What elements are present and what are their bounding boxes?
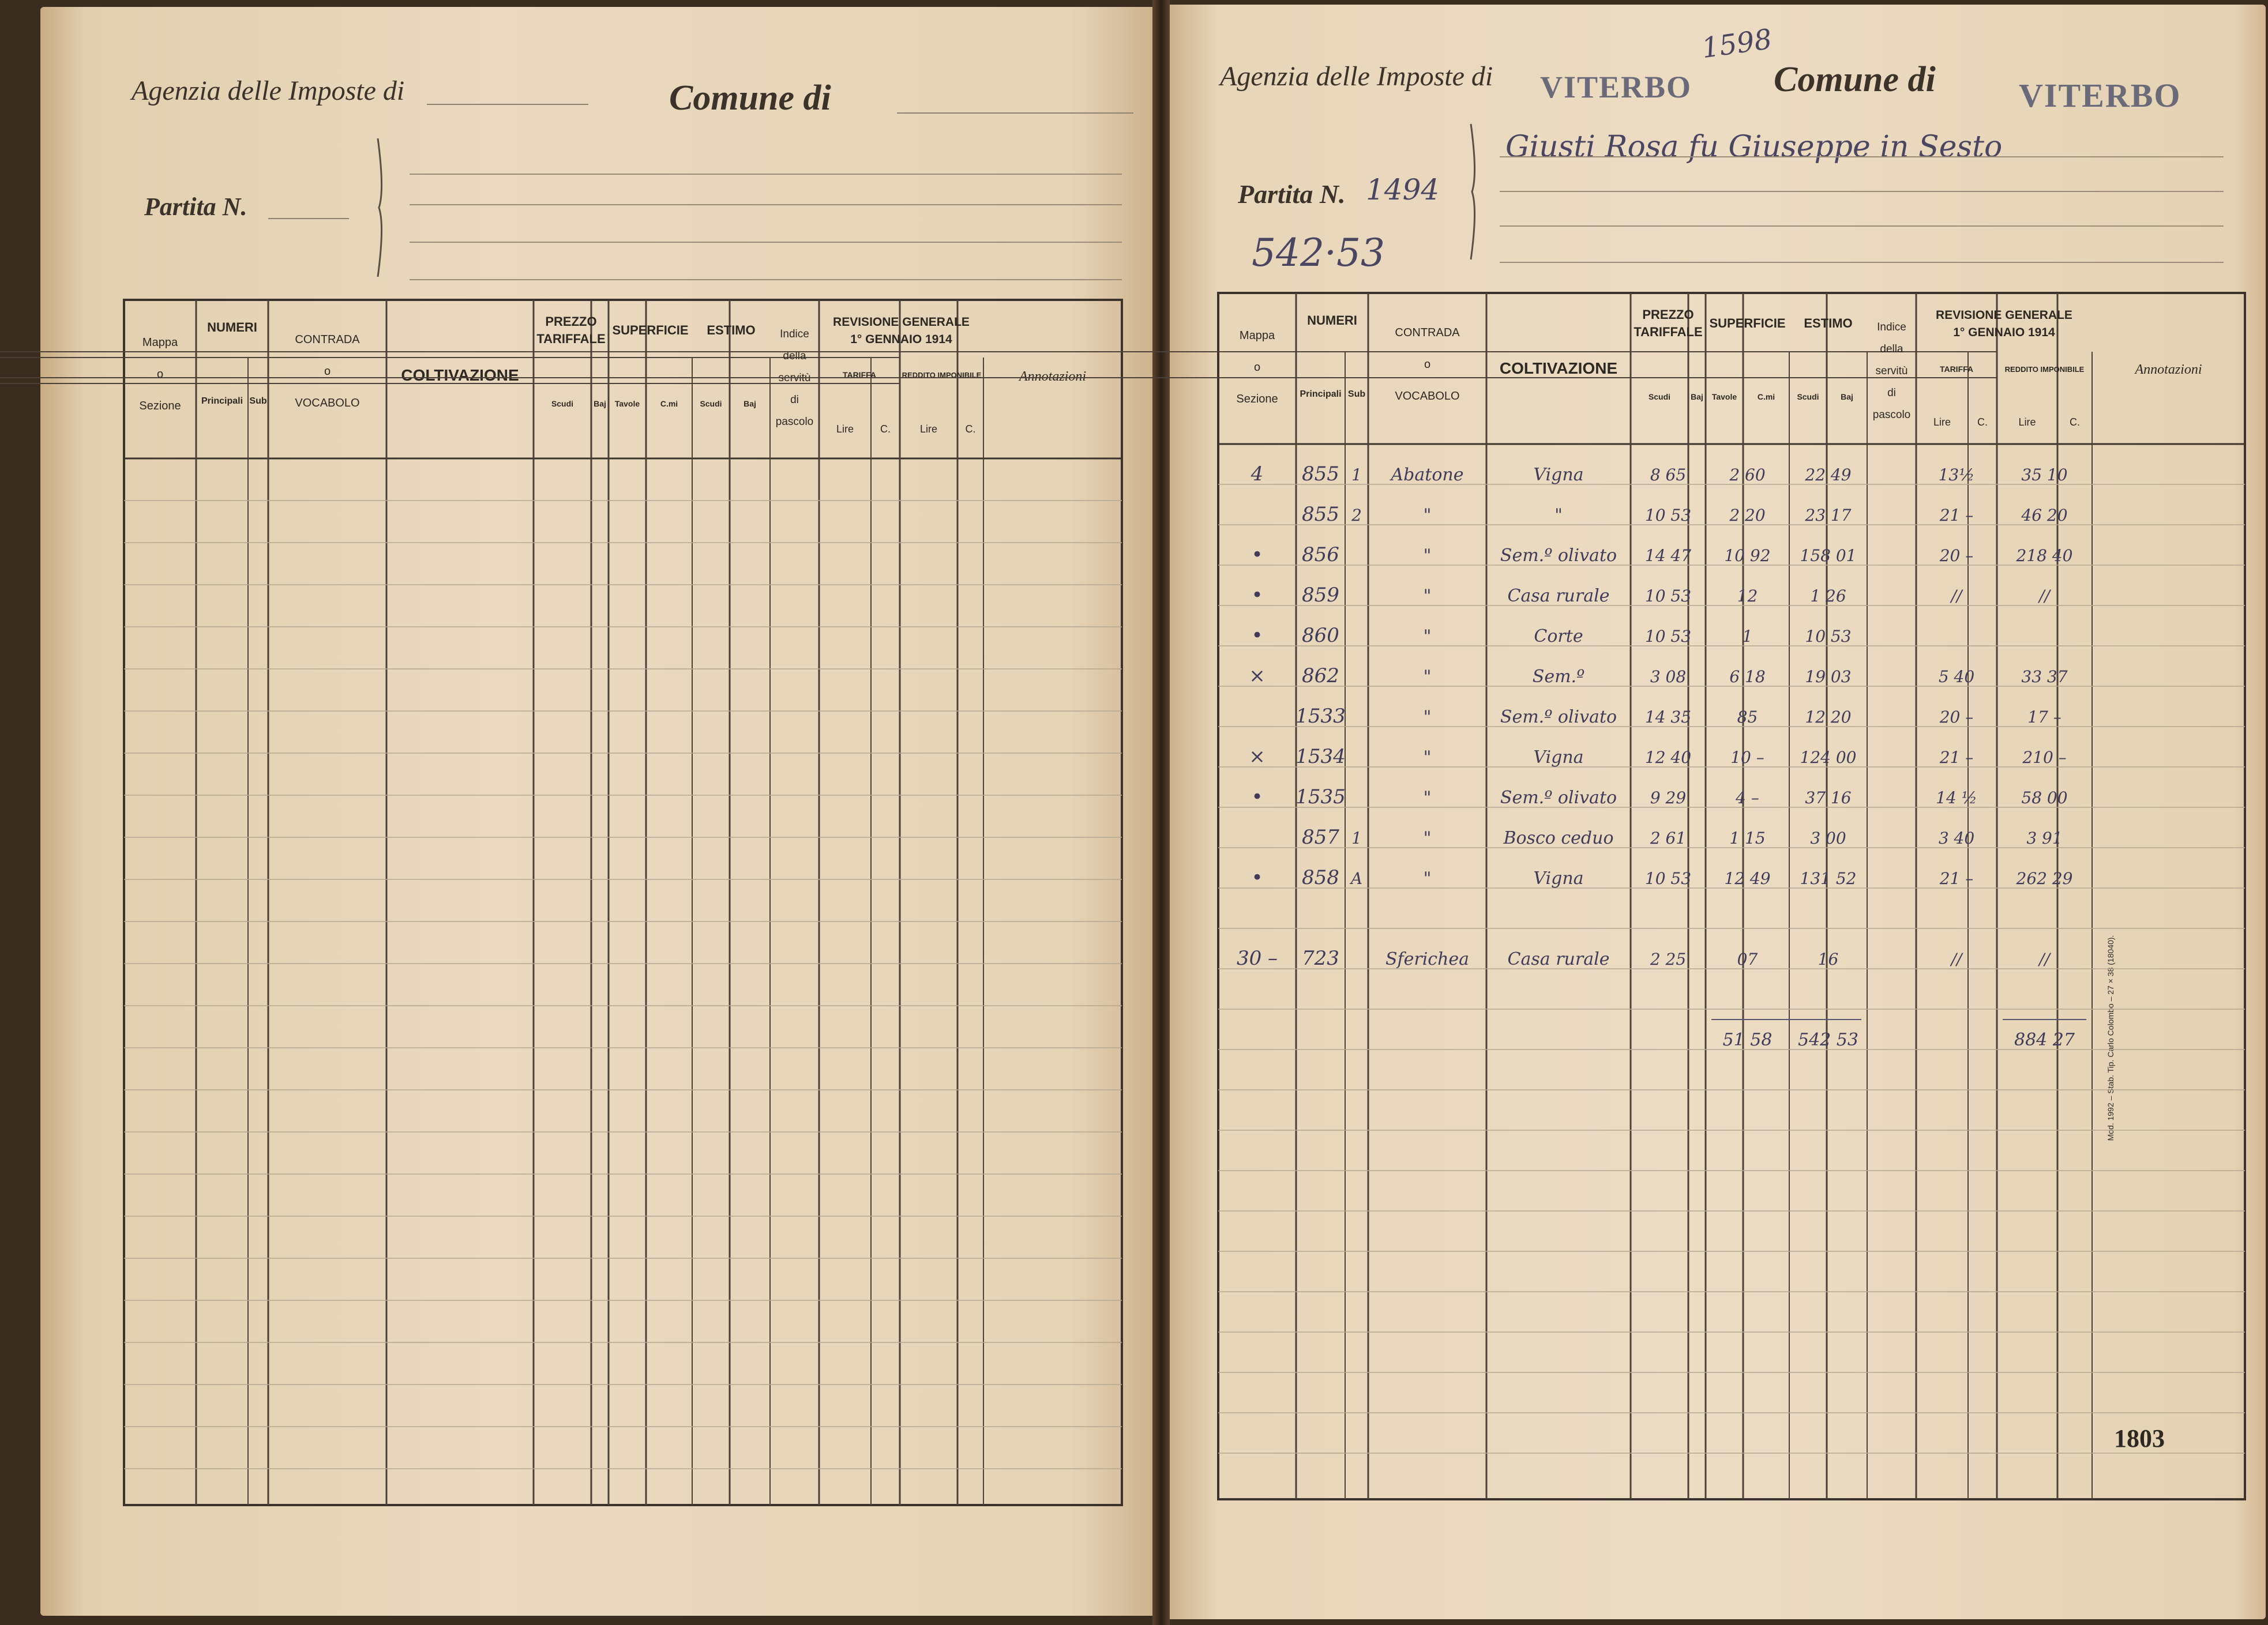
entry-superficie: 10 92 [1724, 546, 1771, 565]
entry-reddito: 33 37 [2021, 667, 2068, 686]
total-note: 542·53 [1252, 231, 1385, 275]
entry-tariffa: 5 40 [1938, 667, 1975, 686]
entry-contrada: " [1423, 828, 1432, 848]
entry-superficie: 07 [1737, 950, 1758, 969]
entry-prezzo: 14 47 [1644, 546, 1692, 565]
right-hdr-prezzo: PREZZO [1642, 307, 1694, 322]
left-hdr-tavole: Tavole [614, 399, 640, 408]
entry-reddito: 17 – [2027, 708, 2062, 727]
entry-superficie: 6 18 [1729, 667, 1766, 686]
entry-reddito: 58 00 [2021, 788, 2068, 807]
entry-estimo: 124 00 [1800, 748, 1857, 767]
entry-contrada: " [1423, 586, 1432, 606]
right-hdr-indice: della [1880, 343, 1903, 355]
entry-coltivazione: Casa rurale [1507, 586, 1610, 606]
right-hdr-coltivazione: COLTIVAZIONE [1499, 359, 1618, 377]
entry-estimo: 22 49 [1805, 465, 1852, 484]
entry-mappa: • [1251, 866, 1263, 889]
right-hdr-superficie: SUPERFICIE [1709, 316, 1786, 330]
entry-tariffa: 21 – [1939, 506, 1974, 525]
right-hdr-baj: Baj [1841, 392, 1853, 401]
left-hdr-revisione: 1° GENNAIO 1914 [850, 333, 952, 346]
entry-superficie: 12 49 [1724, 869, 1771, 888]
entry-reddito: // [2039, 586, 2050, 605]
entry-coltivazione: Casa rurale [1507, 949, 1610, 969]
entry-principali: 723 [1302, 947, 1339, 970]
left-hdr-mappa: o [156, 368, 164, 381]
entry-superficie: 12 [1737, 586, 1758, 605]
entry-coltivazione: Sem.º olivato [1500, 707, 1617, 727]
right-hdr-reddito: REDDITO IMPONIBILE [2004, 365, 2085, 374]
left-hdr-annotazioni: Annotazioni [1019, 369, 1087, 384]
entry-mappa: 30 – [1236, 947, 1278, 970]
entry-superficie: 2 20 [1729, 506, 1766, 525]
right-hdr-indice: servitù [1875, 365, 1908, 377]
left-hdr-superficie: SUPERFICIE [612, 323, 689, 337]
right-hdr-revisione: 1° GENNAIO 1914 [1953, 326, 2055, 339]
entry-estimo: 23 17 [1805, 506, 1852, 525]
left-comune-label: Comune di [669, 78, 831, 118]
entry-prezzo: 9 29 [1650, 788, 1687, 807]
printer-note: Mod. 1992 – Stab. Tip. Carlo Colombo – 27 × 38 (18040). [2106, 935, 2115, 1141]
entry-superficie: 4 – [1736, 788, 1759, 807]
entry-principali: 855 [1302, 503, 1339, 526]
entry-principali: 862 [1302, 664, 1339, 687]
entry-reddito: 210 – [2022, 748, 2067, 767]
entry-estimo: 19 03 [1805, 667, 1852, 686]
entry-estimo: 10 53 [1805, 627, 1852, 646]
entry-mappa: • [1251, 785, 1263, 808]
entry-mappa: • [1251, 543, 1263, 566]
entry-prezzo: 8 65 [1650, 465, 1687, 484]
entry-coltivazione: Bosco ceduo [1503, 828, 1614, 848]
left-hdr-scudi: Scudi [551, 399, 574, 408]
entry-principali: 857 [1302, 826, 1339, 849]
entry-coltivazione: " [1554, 505, 1563, 525]
entry-tariffa: 20 – [1939, 546, 1974, 565]
entry-estimo: 158 01 [1800, 546, 1857, 565]
entry-contrada: " [1423, 788, 1432, 808]
left-hdr-lire: Lire [836, 423, 854, 435]
left-hdr-c: C. [965, 423, 976, 435]
entry-reddito: 218 40 [2016, 546, 2073, 565]
entry-prezzo: 12 40 [1644, 748, 1692, 767]
entry-reddito: 262 29 [2016, 869, 2073, 888]
right-comune-stamp: VITERBO [2019, 77, 2181, 114]
left-hdr-baj: Baj [594, 399, 606, 408]
right-hdr-tavole: Tavole [1711, 392, 1737, 401]
entry-reddito: 46 20 [2021, 506, 2068, 525]
left-hdr-scudi: Scudi [700, 399, 722, 408]
entry-mappa: 4 [1251, 462, 1264, 486]
left-hdr-prezzo: TARIFFALE [536, 332, 606, 346]
entry-coltivazione: Vigna [1533, 747, 1584, 768]
right-hdr-numeri: NUMERI [1307, 313, 1357, 328]
left-hdr-sub: Sub [249, 396, 267, 406]
entry-principali: 856 [1302, 543, 1339, 566]
entry-coltivazione: Sem.º [1532, 667, 1585, 687]
right-partita-label: Partita N. [1238, 179, 1346, 209]
left-agenzia-label: Agenzia delle Imposte di [132, 76, 405, 106]
entry-coltivazione: Corte [1534, 626, 1583, 646]
right-agenzia-label: Agenzia delle Imposte di [1220, 61, 1493, 92]
entry-prezzo: 2 61 [1650, 829, 1687, 848]
entry-contrada: " [1423, 546, 1432, 566]
right-hdr-scudi: Scudi [1797, 392, 1819, 401]
entry-prezzo: 10 53 [1644, 586, 1692, 605]
entry-coltivazione: Sem.º olivato [1500, 788, 1617, 808]
entry-tariffa: 3 40 [1938, 829, 1975, 848]
right-hdr-c: C. [1977, 416, 1988, 428]
left-hdr-indice: servitù [778, 372, 811, 384]
entry-prezzo: 14 35 [1644, 708, 1692, 727]
right-hdr-indice: di [1887, 387, 1896, 399]
right-hdr-estimo: ESTIMO [1804, 316, 1853, 330]
left-hdr-principali: Principali [201, 396, 243, 406]
entry-estimo: 37 16 [1805, 788, 1852, 807]
right-hdr-lire: Lire [2018, 416, 2036, 428]
entry-prezzo: 3 08 [1650, 667, 1687, 686]
right-top-note: 1598 [1699, 22, 1774, 65]
right-hdr-revisione: REVISIONE GENERALE [1936, 309, 2072, 322]
right-comune-label: Comune di [1774, 60, 1936, 99]
entry-principali: 1534 [1296, 745, 1346, 768]
entry-contrada: " [1423, 868, 1432, 889]
left-hdr-baj: Baj [744, 399, 756, 408]
right-hdr-mappa: o [1253, 361, 1261, 374]
left-hdr-mappa: Sezione [139, 400, 181, 412]
total-superficie: 51 58 [1722, 1030, 1773, 1050]
right-hdr-contrada: o [1424, 358, 1431, 371]
left-hdr-prezzo: PREZZO [545, 314, 597, 329]
entry-estimo: 1 26 [1810, 586, 1846, 605]
entry-mappa: × [1249, 745, 1266, 768]
right-hdr-prezzo: TARIFFALE [1634, 325, 1703, 339]
entry-prezzo: 2 25 [1650, 950, 1687, 969]
entry-principali: 858 [1302, 866, 1339, 889]
entry-sub: A [1350, 869, 1363, 888]
total-estimo: 542 53 [1798, 1030, 1858, 1050]
left-hdr-estimo: ESTIMO [707, 323, 756, 337]
entry-coltivazione: Sem.º olivato [1500, 546, 1617, 566]
right-hdr-annotazioni: Annotazioni [2135, 362, 2202, 377]
entry-coltivazione: Vigna [1533, 868, 1584, 889]
entry-estimo: 12 20 [1805, 708, 1852, 727]
entry-principali: 859 [1302, 584, 1339, 607]
entry-reddito: 3 91 [2026, 829, 2063, 848]
entry-estimo: 131 52 [1800, 869, 1857, 888]
left-hdr-coltivazione: COLTIVAZIONE [401, 366, 519, 384]
left-hdr-contrada: VOCABOLO [295, 397, 360, 409]
entry-tariffa: 20 – [1939, 708, 1974, 727]
entry-superficie: 1 [1742, 627, 1753, 646]
left-hdr-tariffa: TARIFFA [842, 370, 877, 379]
entry-mappa: × [1249, 664, 1266, 687]
entry-estimo: 3 00 [1810, 829, 1846, 848]
right-hdr-baj: Baj [1691, 392, 1703, 401]
entry-tariffa: // [1951, 950, 1962, 969]
left-hdr-indice: della [783, 350, 806, 362]
left-hdr-indice: di [790, 394, 799, 406]
entry-sub: 1 [1351, 465, 1362, 484]
entry-prezzo: 10 53 [1644, 506, 1692, 525]
entry-sub: 2 [1351, 506, 1362, 525]
right-hdr-sub: Sub [1347, 389, 1366, 399]
entry-mappa: • [1251, 584, 1263, 607]
entry-tariffa: 21 – [1939, 869, 1974, 888]
right-hdr-contrada: VOCABOLO [1395, 390, 1460, 403]
entry-contrada: " [1423, 707, 1432, 727]
entry-principali: 1533 [1296, 705, 1346, 728]
entry-contrada: Sferichea [1385, 949, 1470, 969]
entry-tariffa: // [1951, 586, 1962, 605]
left-hdr-c: C. [880, 423, 891, 435]
entry-principali: 860 [1302, 624, 1339, 647]
entry-contrada: Abatone [1391, 465, 1464, 485]
entry-contrada: " [1423, 747, 1432, 768]
entry-superficie: 10 – [1730, 748, 1764, 767]
left-hdr-revisione: REVISIONE GENERALE [833, 315, 970, 329]
right-partita-number: 1494 [1366, 173, 1440, 206]
entry-superficie: 85 [1737, 708, 1758, 727]
owner-name: Giusti Rosa fu Giuseppe in Sesto [1505, 130, 2003, 164]
entry-reddito: // [2039, 950, 2050, 969]
header-bracket [1471, 124, 1475, 259]
left-hdr-indice: Indice [780, 328, 809, 340]
right-hdr-tariffa: TARIFFA [1939, 364, 1974, 374]
right-hdr-indice: Indice [1877, 321, 1906, 333]
left-hdr-lire: Lire [919, 423, 938, 435]
entry-coltivazione: Vigna [1533, 465, 1584, 485]
entry-estimo: 16 [1818, 950, 1839, 969]
right-hdr-contrada: CONTRADA [1395, 326, 1460, 339]
entry-superficie: 2 60 [1729, 465, 1766, 484]
entry-mappa: • [1251, 624, 1263, 647]
left-hdr-numeri: NUMERI [207, 320, 257, 334]
entry-prezzo: 10 53 [1644, 627, 1692, 646]
left-hdr-cmi: C.mi [660, 399, 678, 408]
entry-tariffa: 14 ½ [1936, 788, 1977, 807]
left-table-frame [124, 300, 1122, 1505]
right-hdr-principali: Principali [1300, 389, 1342, 399]
entry-prezzo: 10 53 [1644, 869, 1692, 888]
right-hdr-mappa: Sezione [1236, 393, 1278, 405]
page-number: 1803 [2114, 1424, 2165, 1453]
right-hdr-scudi: Scudi [1648, 392, 1671, 401]
entry-contrada: " [1423, 505, 1432, 525]
entry-superficie: 1 15 [1729, 829, 1766, 848]
entry-tariffa: 13½ [1938, 465, 1975, 484]
left-hdr-contrada: o [324, 365, 331, 378]
entry-sub: 1 [1351, 829, 1362, 848]
left-hdr-indice: pascolo [775, 416, 814, 428]
total-reddito: 884 27 [2014, 1030, 2075, 1050]
left-partita-label: Partita N. [144, 193, 247, 221]
right-hdr-mappa: Mappa [1239, 329, 1275, 342]
entry-principali: 855 [1302, 462, 1339, 486]
left-hdr-reddito: REDDITO IMPONIBILE [902, 371, 982, 379]
entry-principali: 1535 [1296, 785, 1346, 808]
entry-contrada: " [1423, 626, 1432, 646]
right-agenzia-stamp: VITERBO [1540, 70, 1692, 104]
entry-tariffa: 21 – [1939, 748, 1974, 767]
left-hdr-contrada: CONTRADA [295, 333, 360, 346]
entry-reddito: 35 10 [2021, 465, 2068, 484]
entry-contrada: " [1423, 667, 1432, 687]
right-hdr-cmi: C.mi [1757, 392, 1775, 401]
right-hdr-c: C. [2070, 416, 2080, 428]
right-hdr-indice: pascolo [1872, 409, 1911, 421]
right-hdr-lire: Lire [1933, 416, 1951, 428]
header-bracket [378, 138, 382, 277]
left-hdr-mappa: Mappa [142, 336, 178, 349]
